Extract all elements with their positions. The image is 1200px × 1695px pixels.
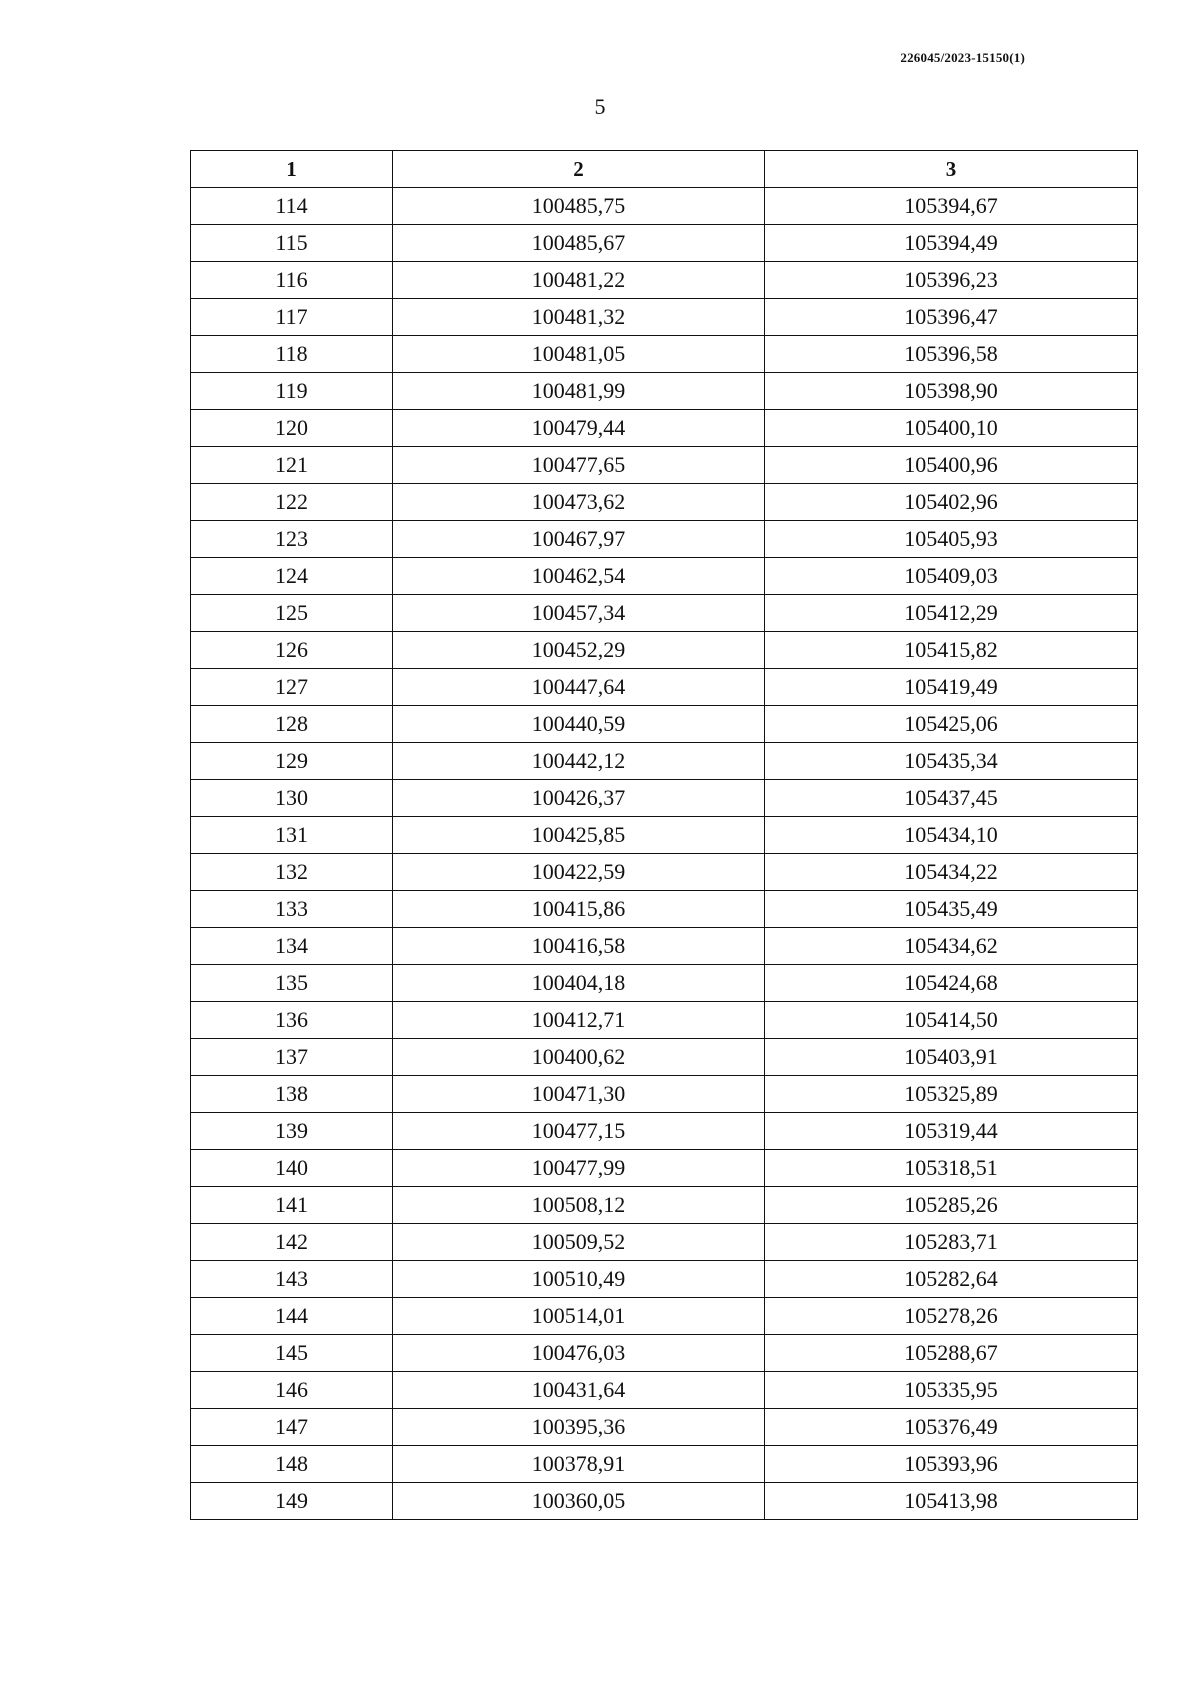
coordinate-y-cell: 105402,96	[765, 484, 1138, 521]
coordinates-table	[190, 150, 1138, 1520]
coordinate-y-cell: 105424,68	[765, 965, 1138, 1002]
coordinate-y-cell: 105278,26	[765, 1298, 1138, 1335]
document-id: 226045/2023-15150(1)	[900, 50, 1025, 65]
table-row	[191, 1483, 1138, 1520]
point-number-cell: 122	[191, 484, 393, 521]
coordinate-x-cell: 100508,12	[393, 1187, 765, 1224]
point-number-cell: 141	[191, 1187, 393, 1224]
coordinate-y-cell: 105400,96	[765, 447, 1138, 484]
table-row	[191, 891, 1138, 928]
point-number-cell: 139	[191, 1113, 393, 1150]
point-number-cell: 123	[191, 521, 393, 558]
table-row	[191, 373, 1138, 410]
point-number-cell: 121	[191, 447, 393, 484]
coordinate-y-cell: 105282,64	[765, 1261, 1138, 1298]
point-number-cell: 114	[191, 188, 393, 225]
coordinate-y-cell: 105398,90	[765, 373, 1138, 410]
coordinate-y-cell: 105412,29	[765, 595, 1138, 632]
point-number-cell: 137	[191, 1039, 393, 1076]
coordinate-x-cell: 100481,99	[393, 373, 765, 410]
coordinate-y-cell: 105414,50	[765, 1002, 1138, 1039]
point-number-cell: 140	[191, 1150, 393, 1187]
coordinate-x-cell: 100510,49	[393, 1261, 765, 1298]
table-header-row	[191, 151, 1138, 188]
coordinate-y-cell: 105285,26	[765, 1187, 1138, 1224]
table-row	[191, 1409, 1138, 1446]
table-row	[191, 188, 1138, 225]
point-number-cell: 128	[191, 706, 393, 743]
coordinate-x-cell: 100471,30	[393, 1076, 765, 1113]
table-row	[191, 1113, 1138, 1150]
coordinate-y-cell: 105409,03	[765, 558, 1138, 595]
point-number-cell: 130	[191, 780, 393, 817]
coordinate-x-cell: 100481,22	[393, 262, 765, 299]
coordinate-x-cell: 100425,85	[393, 817, 765, 854]
coordinate-y-cell: 105434,62	[765, 928, 1138, 965]
point-number-cell: 118	[191, 336, 393, 373]
coordinate-y-cell: 105335,95	[765, 1372, 1138, 1409]
coordinate-y-cell: 105434,10	[765, 817, 1138, 854]
coordinate-y-cell: 105318,51	[765, 1150, 1138, 1187]
coordinate-x-cell: 100485,67	[393, 225, 765, 262]
point-number-cell: 142	[191, 1224, 393, 1261]
coordinate-x-cell: 100378,91	[393, 1446, 765, 1483]
coordinate-y-cell: 105435,49	[765, 891, 1138, 928]
coordinate-x-cell: 100412,71	[393, 1002, 765, 1039]
point-number-cell: 129	[191, 743, 393, 780]
table-row	[191, 521, 1138, 558]
table-row	[191, 1224, 1138, 1261]
column-header-2: 2	[393, 151, 765, 188]
coordinate-x-cell: 100404,18	[393, 965, 765, 1002]
table-row	[191, 965, 1138, 1002]
coordinate-y-cell: 105325,89	[765, 1076, 1138, 1113]
coordinate-x-cell: 100514,01	[393, 1298, 765, 1335]
coordinate-y-cell: 105319,44	[765, 1113, 1138, 1150]
coordinate-y-cell: 105400,10	[765, 410, 1138, 447]
table-row	[191, 1002, 1138, 1039]
coordinate-y-cell: 105413,98	[765, 1483, 1138, 1520]
coordinate-y-cell: 105434,22	[765, 854, 1138, 891]
point-number-cell: 126	[191, 632, 393, 669]
table-row	[191, 780, 1138, 817]
point-number-cell: 134	[191, 928, 393, 965]
coordinate-y-cell: 105405,93	[765, 521, 1138, 558]
coordinate-y-cell: 105396,58	[765, 336, 1138, 373]
coordinate-x-cell: 100477,15	[393, 1113, 765, 1150]
table-row	[191, 632, 1138, 669]
coordinate-x-cell: 100476,03	[393, 1335, 765, 1372]
point-number-cell: 125	[191, 595, 393, 632]
coordinate-y-cell: 105376,49	[765, 1409, 1138, 1446]
table-row	[191, 262, 1138, 299]
coordinate-y-cell: 105394,49	[765, 225, 1138, 262]
point-number-cell: 127	[191, 669, 393, 706]
coordinate-x-cell: 100452,29	[393, 632, 765, 669]
coordinate-y-cell: 105393,96	[765, 1446, 1138, 1483]
point-number-cell: 124	[191, 558, 393, 595]
table-row	[191, 558, 1138, 595]
point-number-cell: 131	[191, 817, 393, 854]
coordinate-x-cell: 100479,44	[393, 410, 765, 447]
point-number-cell: 138	[191, 1076, 393, 1113]
coordinate-x-cell: 100467,97	[393, 521, 765, 558]
table-row	[191, 484, 1138, 521]
coordinate-x-cell: 100400,62	[393, 1039, 765, 1076]
table-row	[191, 1261, 1138, 1298]
coordinate-x-cell: 100422,59	[393, 854, 765, 891]
coordinate-y-cell: 105437,45	[765, 780, 1138, 817]
coordinate-x-cell: 100481,05	[393, 336, 765, 373]
point-number-cell: 132	[191, 854, 393, 891]
table-row	[191, 336, 1138, 373]
coordinate-y-cell: 105415,82	[765, 632, 1138, 669]
table-row	[191, 1298, 1138, 1335]
point-number-cell: 146	[191, 1372, 393, 1409]
coordinate-x-cell: 100431,64	[393, 1372, 765, 1409]
point-number-cell: 136	[191, 1002, 393, 1039]
coordinate-x-cell: 100485,75	[393, 188, 765, 225]
table-row	[191, 1372, 1138, 1409]
coordinate-x-cell: 100477,99	[393, 1150, 765, 1187]
point-number-cell: 135	[191, 965, 393, 1002]
table-row	[191, 595, 1138, 632]
point-number-cell: 116	[191, 262, 393, 299]
table-row	[191, 669, 1138, 706]
table-row	[191, 225, 1138, 262]
coordinate-y-cell: 105435,34	[765, 743, 1138, 780]
coordinate-y-cell: 105419,49	[765, 669, 1138, 706]
table-row	[191, 706, 1138, 743]
table-row	[191, 817, 1138, 854]
coordinate-y-cell: 105394,67	[765, 188, 1138, 225]
coordinate-x-cell: 100473,62	[393, 484, 765, 521]
point-number-cell: 143	[191, 1261, 393, 1298]
point-number-cell: 148	[191, 1446, 393, 1483]
table-row	[191, 299, 1138, 336]
coordinate-x-cell: 100447,64	[393, 669, 765, 706]
coordinate-x-cell: 100440,59	[393, 706, 765, 743]
point-number-cell: 149	[191, 1483, 393, 1520]
table-row	[191, 1150, 1138, 1187]
coordinate-y-cell: 105425,06	[765, 706, 1138, 743]
table-row	[191, 1335, 1138, 1372]
coordinate-y-cell: 105288,67	[765, 1335, 1138, 1372]
coordinate-x-cell: 100426,37	[393, 780, 765, 817]
column-header-1: 1	[191, 151, 393, 188]
table-row	[191, 1446, 1138, 1483]
page-number: 5	[594, 94, 606, 119]
table-row	[191, 1187, 1138, 1224]
point-number-cell: 147	[191, 1409, 393, 1446]
coordinate-x-cell: 100462,54	[393, 558, 765, 595]
coordinate-x-cell: 100457,34	[393, 595, 765, 632]
coordinate-y-cell: 105396,23	[765, 262, 1138, 299]
point-number-cell: 119	[191, 373, 393, 410]
table-row	[191, 447, 1138, 484]
coordinate-x-cell: 100509,52	[393, 1224, 765, 1261]
coordinate-x-cell: 100416,58	[393, 928, 765, 965]
coordinate-y-cell: 105283,71	[765, 1224, 1138, 1261]
point-number-cell: 115	[191, 225, 393, 262]
coordinate-x-cell: 100360,05	[393, 1483, 765, 1520]
point-number-cell: 145	[191, 1335, 393, 1372]
point-number-cell: 133	[191, 891, 393, 928]
point-number-cell: 144	[191, 1298, 393, 1335]
coordinate-x-cell: 100442,12	[393, 743, 765, 780]
table-body	[191, 188, 1138, 1520]
coordinate-y-cell: 105403,91	[765, 1039, 1138, 1076]
point-number-cell: 117	[191, 299, 393, 336]
table-row	[191, 1076, 1138, 1113]
table-row	[191, 928, 1138, 965]
table-row	[191, 854, 1138, 891]
point-number-cell: 120	[191, 410, 393, 447]
coordinate-y-cell: 105396,47	[765, 299, 1138, 336]
table-row	[191, 410, 1138, 447]
table-row	[191, 743, 1138, 780]
column-header-3: 3	[765, 151, 1138, 188]
coordinate-x-cell: 100415,86	[393, 891, 765, 928]
table-row	[191, 1039, 1138, 1076]
coordinate-x-cell: 100395,36	[393, 1409, 765, 1446]
coordinate-x-cell: 100477,65	[393, 447, 765, 484]
coordinate-x-cell: 100481,32	[393, 299, 765, 336]
